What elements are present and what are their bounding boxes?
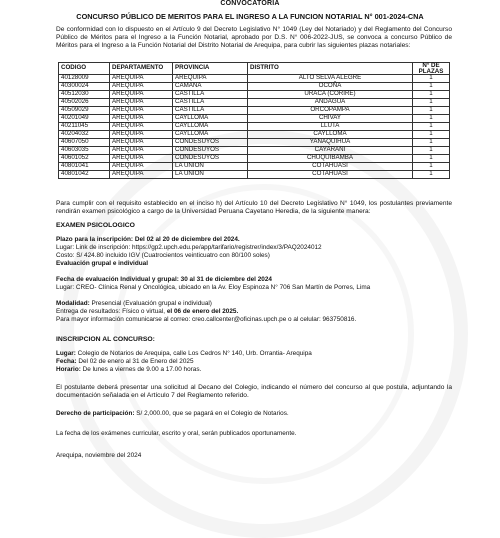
cell-departamento: AREQUIPA bbox=[110, 171, 173, 179]
cell-plazas: 1 bbox=[413, 107, 450, 115]
cell-codigo: 40502026 bbox=[59, 99, 110, 107]
cell-plazas: 1 bbox=[413, 171, 450, 179]
cell-departamento: AREQUIPA bbox=[110, 139, 173, 147]
cell-codigo: 40128009 bbox=[59, 75, 110, 83]
cell-departamento: AREQUIPA bbox=[110, 91, 173, 99]
cell-plazas: 1 bbox=[413, 155, 450, 163]
col-header-codigo: CODIGO bbox=[59, 63, 110, 75]
exam-heading: EXAMEN PSICOLOGICO bbox=[56, 222, 135, 229]
cell-distrito: YANAQUIHUA bbox=[248, 139, 413, 147]
exam-evaluacion: Evaluación grupal e individual bbox=[56, 260, 148, 267]
exam-info: Para mayor información comunicarse al correo: creo.callcenter@oficinas.upch.pe o al celular: 963750816. bbox=[56, 316, 357, 323]
cell-departamento: AREQUIPA bbox=[110, 123, 173, 131]
cell-departamento: AREQUIPA bbox=[110, 75, 173, 83]
cell-plazas: 1 bbox=[413, 131, 450, 139]
table-header-row bbox=[59, 63, 450, 75]
cell-distrito: CAYARANI bbox=[248, 147, 413, 155]
cell-plazas: 1 bbox=[413, 91, 450, 99]
cell-provincia: CAYLLOMA bbox=[173, 131, 248, 139]
cell-plazas: 1 bbox=[413, 147, 450, 155]
cell-distrito: ORCOPAMPA bbox=[248, 107, 413, 115]
table-row bbox=[59, 123, 450, 131]
inscripcion-horario bbox=[56, 366, 456, 374]
cell-distrito: CHIVAY bbox=[248, 115, 413, 123]
derecho-value: S/ 2,000.00, que se pagará en el Colegio de Notarios. bbox=[136, 410, 289, 417]
document-title: CONCURSO PÚBLICO DE MERITOS PARA EL INGRESO A LA FUNCION NOTARIAL N° 001-2024-CNA bbox=[76, 12, 424, 21]
cell-provincia: CAYLLOMA bbox=[173, 115, 248, 123]
cell-codigo: 40204032 bbox=[59, 131, 110, 139]
table-row bbox=[59, 139, 450, 147]
col-header-provincia: PROVINCIA bbox=[173, 63, 248, 75]
exam-fecha bbox=[56, 276, 456, 284]
cell-departamento: AREQUIPA bbox=[110, 163, 173, 171]
cell-plazas: 1 bbox=[413, 123, 450, 131]
cell-provincia: LA UNION bbox=[173, 163, 248, 171]
cell-provincia: CONDESUYOS bbox=[173, 147, 248, 155]
plazo-label: Plazo para la inscripción: bbox=[56, 236, 134, 243]
cell-departamento: AREQUIPA bbox=[110, 115, 173, 123]
table-row bbox=[59, 147, 450, 155]
cell-distrito: LLUTA bbox=[248, 123, 413, 131]
entrega-value: el 06 de enero del 2025. bbox=[166, 308, 239, 315]
ins-lugar-label: Lugar: bbox=[56, 350, 76, 357]
cell-codigo: 40601052 bbox=[59, 155, 110, 163]
cell-provincia: CONDESUYOS bbox=[173, 139, 248, 147]
plazas-table bbox=[58, 62, 450, 179]
cell-distrito: OCOÑA bbox=[248, 83, 413, 91]
cell-plazas: 1 bbox=[413, 83, 450, 91]
exam-modalidad bbox=[56, 300, 456, 308]
cell-codigo: 40211045 bbox=[59, 123, 110, 131]
cell-codigo: 40607050 bbox=[59, 139, 110, 147]
cell-provincia: CASTILLA bbox=[173, 107, 248, 115]
cell-codigo: 40512030 bbox=[59, 91, 110, 99]
cell-provincia: AREQUIPA bbox=[173, 75, 248, 83]
col-header-distrito: DISTRITO bbox=[248, 63, 413, 75]
cell-distrito: COTAHUASI bbox=[248, 163, 413, 171]
derecho-label: Derecho de participación: bbox=[56, 410, 135, 417]
cell-plazas: 1 bbox=[413, 99, 450, 107]
cell-departamento: AREQUIPA bbox=[110, 107, 173, 115]
table-row bbox=[59, 163, 450, 171]
cell-codigo: 40201049 bbox=[59, 115, 110, 123]
ins-lugar-value: Colegio de Notarios de Arequipa, calle Los Cedros N° 140, Urb. Orrantia- Arequipa bbox=[77, 350, 312, 357]
cell-distrito: ALTO SELVA ALEGRE bbox=[248, 75, 413, 83]
cell-provincia: CASTILLA bbox=[173, 99, 248, 107]
derecho-line bbox=[56, 410, 456, 418]
fecha-value: 30 al 31 de diciembre del 2024 bbox=[180, 276, 272, 283]
cell-distrito: CHUQUIBAMBA bbox=[248, 155, 413, 163]
watermark-seal bbox=[60, 130, 468, 538]
cell-plazas: 1 bbox=[413, 139, 450, 147]
cell-codigo: 40801041 bbox=[59, 163, 110, 171]
table-row bbox=[59, 131, 450, 139]
cell-plazas: 1 bbox=[413, 75, 450, 83]
exam-costo: Costo: S/ 424.80 incluido IGV (Cuatrocientos veinticuatro con 80/100 soles) bbox=[56, 252, 270, 259]
footer-date: Arequipa, noviembre del 2024 bbox=[56, 452, 142, 459]
fecha-label: Fecha de evaluación Individual y grupal: bbox=[56, 276, 179, 283]
cell-codigo: 40603035 bbox=[59, 147, 110, 155]
cell-codigo: 40509029 bbox=[59, 107, 110, 115]
col-header-plazas: N° DE PLAZAS bbox=[413, 63, 450, 75]
table-row bbox=[59, 99, 450, 107]
plazo-value: Del 02 al 20 de diciembre del 2024. bbox=[134, 236, 240, 243]
cell-provincia: CONDESUYOS bbox=[173, 155, 248, 163]
cell-departamento: AREQUIPA bbox=[110, 83, 173, 91]
table-row bbox=[59, 115, 450, 123]
intro-paragraph: De conformidad con lo dispuesto en el Artículo 9 del Decreto Legislativo N° 1049 (Ley del Notariado) y del Reglamento del Concurso Público de Méritos para el Ingreso a la Función Notarial, aprobado por D.S. N° 006-2022-JUS, se convoca a concurso Público de Méritos para el Ingreso a la Función Notarial del Distrito Notarial de Arequipa, para cubrir las siguientes plazas notariales: bbox=[56, 26, 452, 50]
cell-distrito: URACA (CORIRE) bbox=[248, 91, 413, 99]
solicitud-paragraph: El postulante deberá presentar una solicitud al Decano del Colegio, indicando el número del concurso al que postula, adjuntando la documentación señalada en el Artículo 7 del Reglamento referido. bbox=[56, 384, 452, 400]
col-header-departamento: DEPARTAMENTO bbox=[110, 63, 173, 75]
cell-distrito: COTAHUASI bbox=[248, 171, 413, 179]
cell-plazas: 1 bbox=[413, 163, 450, 171]
cell-provincia: LA UNION bbox=[173, 171, 248, 179]
inscripcion-heading: INSCRIPCION AL CONCURSO: bbox=[56, 336, 155, 343]
cell-departamento: AREQUIPA bbox=[110, 147, 173, 155]
cell-provincia: CAMANA bbox=[173, 83, 248, 91]
exam-lugar: Lugar: CREO- Clínica Renal y Oncológica, ubicado en la Av. Eloy Espinoza N° 706 San Martín de Porres, Lima bbox=[56, 284, 371, 291]
cell-provincia: CAYLLOMA bbox=[173, 123, 248, 131]
table-row bbox=[59, 83, 450, 91]
cell-departamento: AREQUIPA bbox=[110, 131, 173, 139]
table-row bbox=[59, 107, 450, 115]
convocatoria-heading: CONVOCATORIA bbox=[220, 0, 280, 7]
cell-departamento: AREQUIPA bbox=[110, 155, 173, 163]
cell-distrito: ANDAGUA bbox=[248, 99, 413, 107]
requirement-paragraph: Para cumplir con el requisito establecido en el inciso h) del Artículo 10 del Decreto Legislativo N° 1049, los postulantes previamente rendirán examen psicológico a cargo de la Universidad Peruana Cayetano Heredia, de la siguiente manera: bbox=[56, 200, 452, 216]
exam-plazo bbox=[56, 236, 456, 244]
fechas-paragraph: La fecha de los exámenes curricular, escrito y oral, serán publicados oportunamente. bbox=[56, 430, 297, 437]
cell-distrito: CAYLLOMA bbox=[248, 131, 413, 139]
cell-plazas: 1 bbox=[413, 115, 450, 123]
modalidad-label: Modalidad: bbox=[56, 300, 90, 307]
ins-horario-value: De lunes a viernes de 9.00 a 17.00 horas. bbox=[82, 366, 202, 373]
exam-entrega bbox=[56, 308, 456, 316]
inscripcion-lugar bbox=[56, 350, 456, 358]
cell-codigo: 40300024 bbox=[59, 83, 110, 91]
exam-link[interactable]: Lugar: Link de inscripción: https://gp2.upch.edu.pe/app/tarifario/registrer/index/3/PAQ2024012 bbox=[56, 244, 322, 251]
table-row bbox=[59, 75, 450, 83]
inscripcion-fecha bbox=[56, 358, 456, 366]
modalidad-value: Presencial (Evaluación grupal e individual) bbox=[91, 300, 212, 307]
table-row bbox=[59, 155, 450, 163]
cell-codigo: 40801042 bbox=[59, 171, 110, 179]
table-row bbox=[59, 91, 450, 99]
ins-horario-label: Horario: bbox=[56, 366, 81, 373]
table-row bbox=[59, 171, 450, 179]
ins-fecha-label: Fecha: bbox=[56, 358, 77, 365]
cell-provincia: CASTILLA bbox=[173, 91, 248, 99]
cell-departamento: AREQUIPA bbox=[110, 99, 173, 107]
ins-fecha-value: Del 02 de enero al 31 de Enero del 2025 bbox=[78, 358, 194, 365]
entrega-text: Entrega de resultados: Físico o virtual, bbox=[56, 308, 166, 315]
